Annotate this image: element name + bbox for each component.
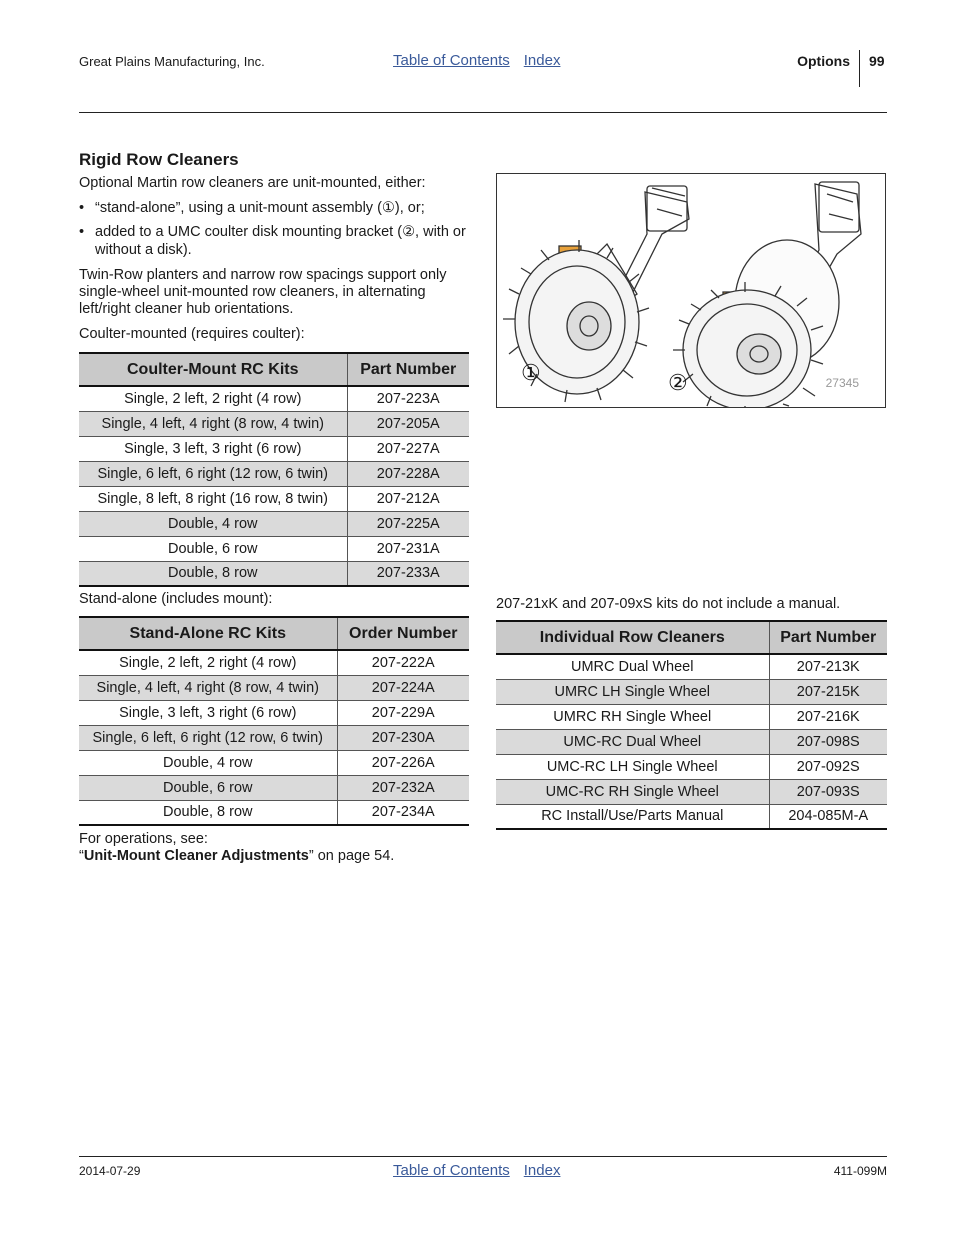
table-row: Single, 8 left, 8 right (16 row, 8 twin) 207-212A [79, 486, 469, 511]
callout-2-label: ② [668, 370, 688, 395]
table-row: UMRC LH Single Wheel 207-215K [496, 679, 887, 704]
coulter-mount-table [79, 352, 469, 587]
table-row: Single, 6 left, 6 right (12 row, 6 twin) 207-228A [79, 461, 469, 486]
twin-row-note: Twin-Row planters and narrow row spacings support only single-wheel unit-mounted row cleaners, in alternating left/right cleaner hub orientations. [79, 267, 447, 317]
footer-nav [393, 1162, 574, 1179]
operations-intro: For operations, see: [79, 831, 208, 847]
individual-row-cleaners-table [496, 620, 887, 830]
bullet-item: • “stand-alone”, using a unit-mount assembly (①), or; [79, 200, 425, 216]
table-row: UMC-RC Dual Wheel 207-098S [496, 729, 887, 754]
column-header: Order Number [337, 617, 469, 650]
column-header: Stand-Alone RC Kits [79, 617, 337, 650]
header-nav [393, 52, 574, 69]
operations-reference: “Unit-Mount Cleaner Adjustments” on page 54. [79, 848, 395, 864]
table-row: Double, 8 row 207-233A [79, 561, 469, 586]
table-row: UMC-RC LH Single Wheel 207-092S [496, 754, 887, 779]
table-row: UMC-RC RH Single Wheel 207-093S [496, 779, 887, 804]
callout-1-label: ① [521, 360, 541, 385]
table-row: Double, 6 row 207-231A [79, 536, 469, 561]
bullet-item: • added to a UMC coulter disk mounting bracket (②, with or without a disk). [79, 224, 466, 258]
standalone-label: Stand-alone (includes mount): [79, 591, 273, 607]
column-header: Part Number [347, 353, 469, 386]
footer-index-link[interactable]: Index [523, 1162, 561, 1179]
row-cleaner-illustration [497, 174, 885, 407]
table-row: Double, 4 row 207-225A [79, 511, 469, 536]
manual-note: 207-21xK and 207-09xS kits do not include a manual. [496, 596, 841, 612]
table-row: UMRC Dual Wheel 207-213K [496, 654, 887, 679]
table-row: Single, 2 left, 2 right (4 row) 207-222A [79, 650, 469, 675]
footer-toc-link[interactable]: Table of Contents [393, 1162, 510, 1179]
table-row: Single, 4 left, 4 right (8 row, 4 twin) 207-224A [79, 675, 469, 700]
column-header: Coulter-Mount RC Kits [79, 353, 347, 386]
document-number: 411-099M [833, 1164, 887, 1178]
page-number: 99 [869, 53, 885, 69]
coulter-label: Coulter-mounted (requires coulter): [79, 326, 305, 342]
table-row: Single, 3 left, 3 right (6 row) 207-227A [79, 436, 469, 461]
table-row: Double, 4 row 207-226A [79, 750, 469, 775]
cross-reference-link[interactable]: Unit-Mount Cleaner Adjustments [83, 848, 309, 864]
bullet-dot: • [79, 224, 85, 240]
table-row: Single, 2 left, 2 right (4 row) 207-223A [79, 386, 469, 411]
footer-date: 2014-07-29 [79, 1164, 141, 1178]
table-row: Single, 4 left, 4 right (8 row, 4 twin) 207-205A [79, 411, 469, 436]
company-name: Great Plains Manufacturing, Inc. [79, 54, 265, 69]
section-title: Rigid Row Cleaners [79, 150, 239, 169]
table-row: Single, 3 left, 3 right (6 row) 207-229A [79, 700, 469, 725]
stand-alone-table [79, 616, 469, 826]
table-row: RC Install/Use/Parts Manual 204-085M-A [496, 804, 887, 829]
header-rule [79, 112, 887, 113]
footer-rule [79, 1156, 887, 1157]
row-cleaner-figure [496, 173, 886, 408]
figure-number: 27345 [825, 376, 859, 390]
table-row: Single, 6 left, 6 right (12 row, 6 twin) 207-230A [79, 725, 469, 750]
header-divider [859, 50, 860, 87]
toc-link[interactable]: Table of Contents [393, 52, 510, 69]
column-header: Part Number [769, 621, 887, 654]
index-link[interactable]: Index [523, 52, 561, 69]
table-row: Double, 8 row 207-234A [79, 800, 469, 825]
section-name: Options [797, 53, 850, 69]
table-row: Double, 6 row 207-232A [79, 775, 469, 800]
table-row: UMRC RH Single Wheel 207-216K [496, 704, 887, 729]
intro-text: Optional Martin row cleaners are unit-mounted, either: [79, 175, 426, 191]
bullet-dot: • [79, 200, 85, 216]
column-header: Individual Row Cleaners [496, 621, 769, 654]
